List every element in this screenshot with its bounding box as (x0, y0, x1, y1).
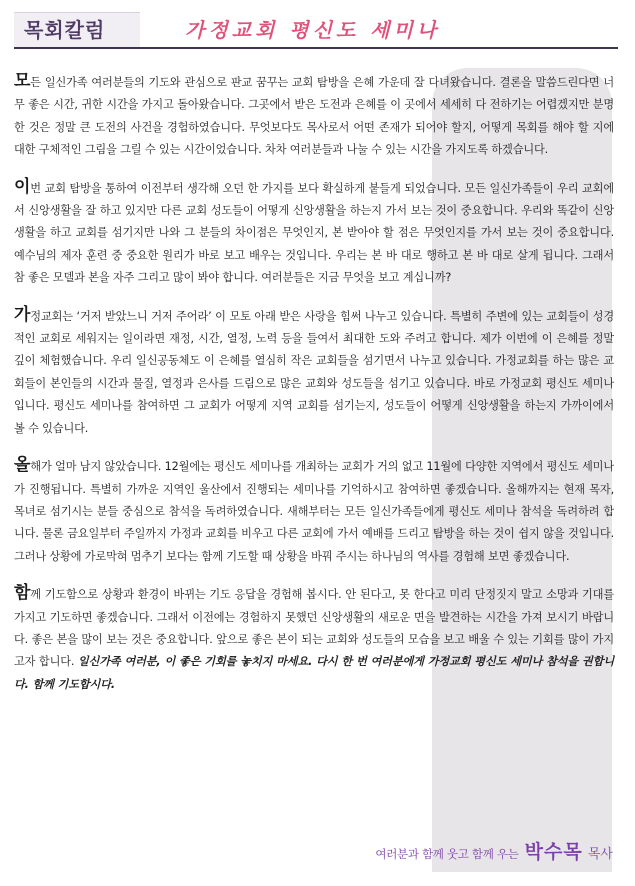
article-paragraph (14, 582, 614, 696)
paragraph-dropcap: 올 (14, 455, 31, 476)
paragraph-text: 해가 얼마 남지 않았습니다. 12월에는 평신도 세미나를 개최하는 교회가 거의 없고 11월에 다양한 지역에서 평신도 세미나가 진행됩니다. 특별히 가까운 지역인 울산에서 진행되는 세미나를 기억하시고 참여하면 좋겠습니다. 올해까지는 현재 목자, 목녀로 섬기시는 분들 중심으로 참석을 독려하였습니다. 새해부터는 모든 일신가족들에게 평신도 세미나 참석을 독려하려 합니다. 물론 금요일부터 주일까지 가정과 교회를 비우고 다른 교회에 가서 예배를 드리고 탐방을 하는 것이 쉽지 않을 것입니다. 그러나 상황에 가로막혀 멈추기 보다는 함께 기도할 때 상황을 바꿔 주시는 하나님의 역사를 경험해 보면 좋겠습니다. (14, 460, 614, 563)
signature-motto: 여러분과 함께 웃고 함께 우는 (375, 847, 519, 861)
paragraph-text: 든 일신가족 여러분들의 기도와 관심으로 판교 꿈꾸는 교회 탐방을 은혜 가운데 잘 다녀왔습니다. 결론을 말씀드린다면 너무 좋은 시간, 귀한 시간을 가지고 돌아왔습니다. 그곳에서 받은 도전과 은혜를 이 곳에서 세세히 다 전하기는 어렵겠지만 분명한 것은 정말 큰 도전의 사건을 경험하였습니다. 무엇보다도 목사로서 어떤 존재가 되어야 할지, 어떻게 목회를 해야 할 지에 대한 구체적인 그림을 그릴 수 있는 시간이었습니다. 차차 여러분들과 나눌 수 있는 시간을 가지도록 하겠습니다. (14, 76, 614, 157)
article-paragraph (14, 454, 614, 568)
section-label: 목회칼럼 (24, 18, 106, 42)
author-name: 박수목 (524, 841, 583, 863)
paragraph-dropcap: 모 (14, 71, 31, 91)
paragraph-dropcap: 가 (14, 304, 31, 325)
column-header (0, 0, 635, 48)
paragraph-text: 정교회는 ‘거저 받았느니 거저 주어라’ 이 모토 아래 받은 사랑을 힘써 나누고 있습니다. 특별히 주변에 있는 교회들이 성경적인 교회로 세워지는 일이라면 재정, 시간, 열정, 노력 등을 들여서 최대한 도와 주려고 합니다. 제가 이번에 이 은혜를 정말 깊이 체험했습니다. 우리 일신공동체도 이 은혜를 열심히 작은 교회들을 섬기면서 나누고 있습니다. 가정교회를 하는 많은 교회들이 본인들의 시간과 물질, 열정과 은사를 드림으로 많은 교회와 성도들을 섬기고 있습니다. 바로 가정교회 평신도 세미나 입니다. 평신도 세미나를 참여하면 그 교회가 어떻게 지역 교회를 섬기는지, 성도들이 어떻게 신앙생활을 하는지 가까이에서 볼 수 있습니다. (14, 309, 614, 435)
paragraph-dropcap: 이 (14, 176, 31, 197)
article-paragraph (14, 176, 614, 290)
closing-invitation: 일신가족 여러분, 이 좋은 기회를 놓치지 마세요. 다시 한 번 여러분에게 가정교회 평신도 세미나 참석을 권합니다. 함께 기도합시다. (14, 655, 614, 691)
paragraph-text: 번 교회 탐방을 통하여 이전부터 생각해 오던 한 가지를 보다 확실하게 붙들게 되었습니다. 모든 일신가족들이 우리 교회에서 신앙생활을 잘 하고 있지만 다른 교회 성도들이 어떻게 신앙생활을 하는지 가서 보는 것이 중요합니다. 우리와 똑같이 신앙생활을 하고 교회를 섬기지만 나와 그 분들의 차이점은 무엇인지, 본 받아야 할 점은 무엇인지를 가서 보는 것이 중요합니다. 예수님의 제자 훈련 중 중요한 원리가 바로 보고 배우는 것입니다. 우리는 본 바 대로 행하고 본 바 대로 살게 됩니다. 그래서 참 좋은 모델과 본을 자주 그리고 많이 봐야 합니다. 여러분들은 지금 무엇을 보고 계십니까? (14, 181, 614, 285)
paragraph-text: 께 기도함으로 상황과 환경이 바뀌는 기도 응답을 경험해 봅시다. 안 된다고, 못 한다고 미리 단정짓지 말고 소망과 기대를 가지고 기도하면 좋겠습니다. 그래서 이전에는 경험하지 못했던 신앙생활의 새로운 면을 발견하는 시간을 가져 보시기 바랍니다. 좋은 본을 많이 보는 것은 중요합니다. 앞으로 좋은 본이 되는 교회와 성도들의 모습을 보고 배울 수 있는 기회를 많이 가지고자 합니다. (14, 588, 614, 669)
article-paragraph (14, 304, 614, 440)
article-body (14, 70, 614, 710)
column-title: 가정교회 평신도 세미나 (185, 18, 441, 42)
article-paragraph (14, 70, 614, 162)
header-divider (14, 47, 618, 49)
author-signature (375, 837, 613, 864)
author-title: 목사 (587, 847, 613, 862)
paragraph-dropcap: 함 (14, 583, 31, 604)
